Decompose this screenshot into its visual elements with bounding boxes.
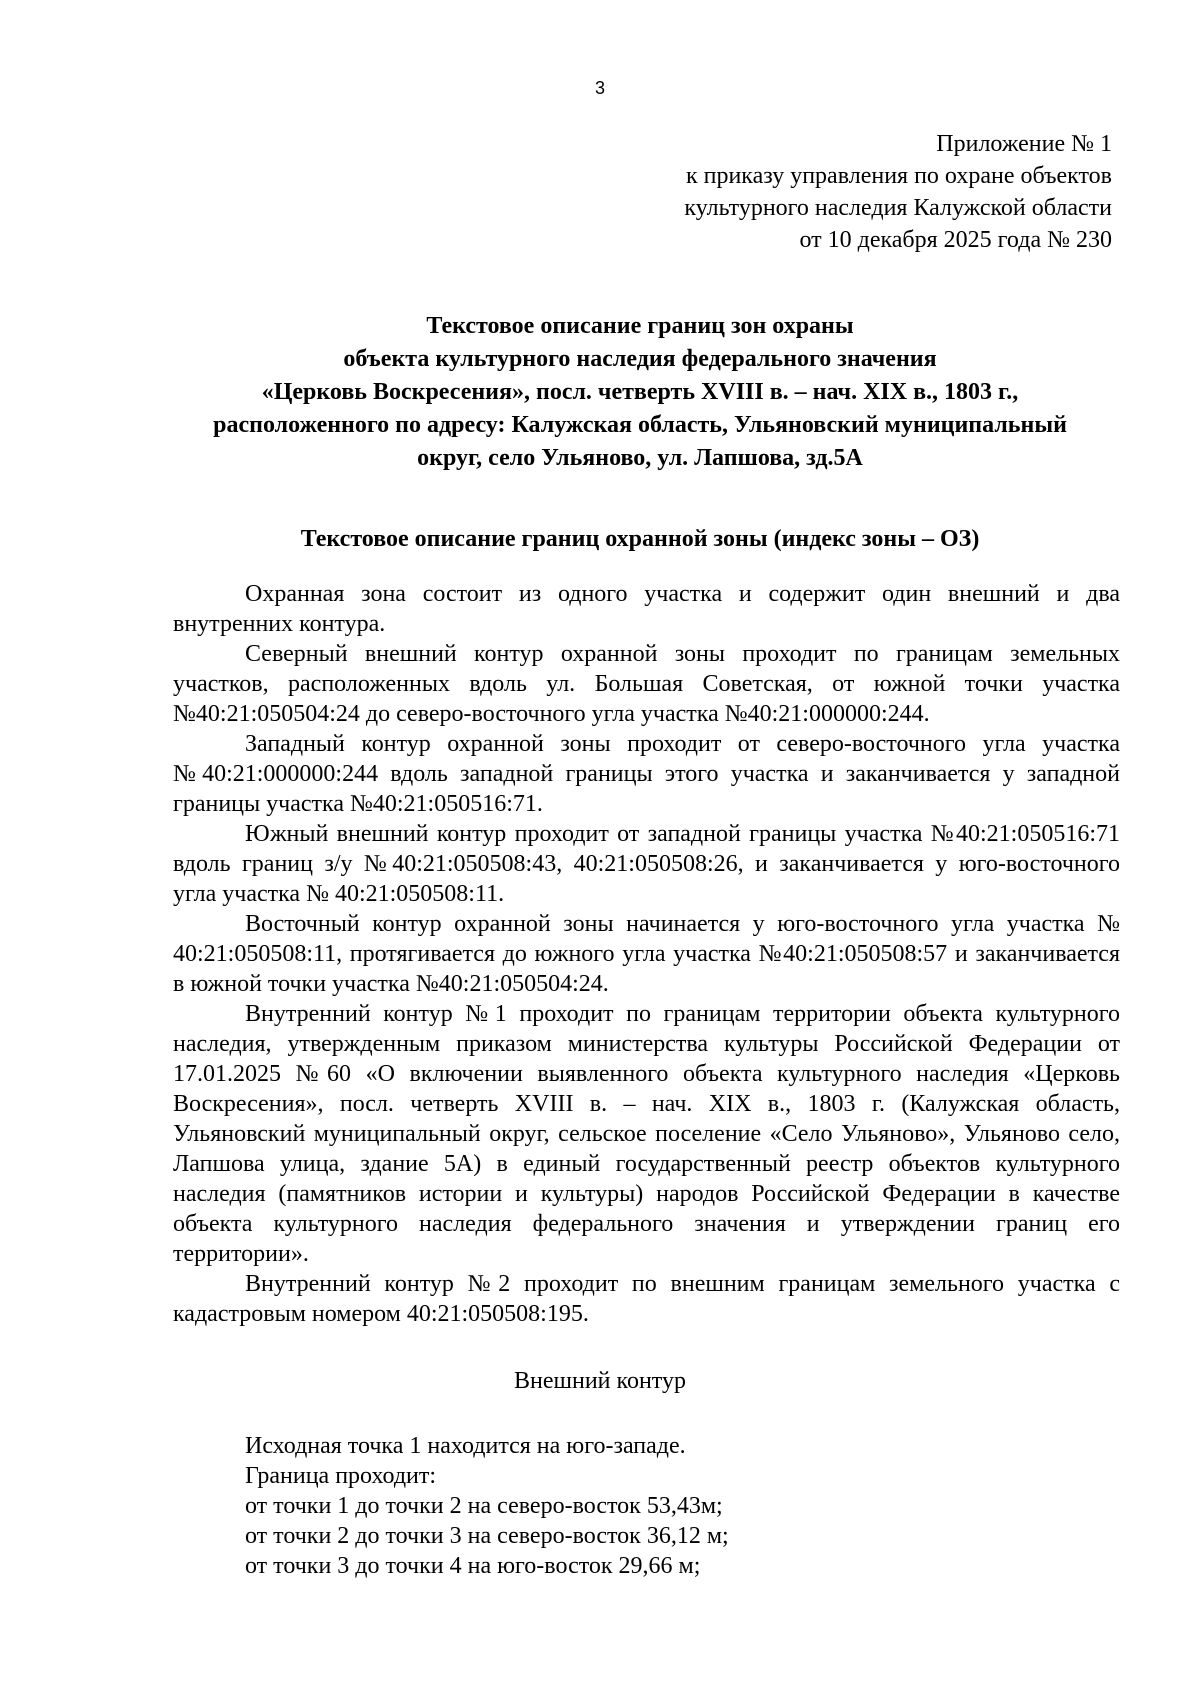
title-line: объекта культурного наследия федерального значения — [343, 346, 937, 372]
body-text — [173, 579, 1120, 1329]
contour-line: Граница проходит: — [245, 1463, 437, 1489]
contour-line: от точки 3 до точки 4 на юго-восток 29,66 м; — [245, 1553, 701, 1579]
title-line: расположенного по адресу: Калужская область, Ульяновский муниципальный — [213, 412, 1067, 438]
appendix-line: Приложение № 1 — [936, 131, 1112, 157]
paragraph: Южный внешний контур проходит от западной границы участка №40:21:050516:71 вдоль границ з/у №40:21:050508:43, 40:21:050508:26, и заканчивается у юго-восточного угла участка № 40:21:050508:11. — [173, 821, 1120, 907]
appendix-block — [684, 128, 1112, 256]
paragraph: Западный контур охранной зоны проходит от северо-восточного угла участка №40:21:000000:244 вдоль западной границы этого участка и заканчивается у западной границы участка №40:21:050516:71. — [173, 731, 1120, 817]
contour-subheading: Внешний контур — [514, 1368, 686, 1394]
title-line: округ, село Ульяново, ул. Лапшова, зд.5А — [417, 445, 863, 471]
paragraph: Северный внешний контур охранной зоны проходит по границам земельных участков, расположенных вдоль ул. Большая Советская, от южной точки участка №40:21:050504:24 до северо-восточного угла участка №40:21:000000:244. — [173, 641, 1120, 727]
paragraph: Внутренний контур №2 проходит по внешним границам земельного участка с кадастровым номером 40:21:050508:195. — [173, 1271, 1120, 1327]
paragraph: Охранная зона состоит из одного участка и содержит один внешний и два внутренних контура. — [173, 581, 1120, 637]
section-heading: Текстовое описание границ охранной зоны (индекс зоны – ОЗ) — [300, 526, 980, 552]
appendix-line: к приказу управления по охране объектов — [685, 163, 1112, 189]
contour-line: от точки 1 до точки 2 на северо-восток 53,43м; — [245, 1493, 723, 1519]
contour-line: от точки 2 до точки 3 на северо-восток 36,12 м; — [245, 1523, 729, 1549]
title-line: «Церковь Воскресения», посл. четверть XVIII в. – нач. XIX в., 1803 г., — [261, 379, 1019, 405]
paragraph: Восточный контур охранной зоны начинается у юго-восточного угла участка № 40:21:050508:11, протягивается до южного угла участка №40:21:050508:57 и заканчивается в южной точки участка №40:21:050504:24. — [173, 911, 1120, 997]
appendix-line: культурного наследия Калужской области — [684, 195, 1112, 221]
title-line: Текстовое описание границ зон охраны — [426, 313, 854, 339]
page-number: 3 — [594, 78, 605, 98]
appendix-line: от 10 декабря 2025 года № 230 — [799, 227, 1112, 253]
contour-description — [245, 1431, 1120, 1581]
document-title — [160, 310, 1120, 475]
contour-line: Исходная точка 1 находится на юго-западе. — [245, 1433, 686, 1459]
paragraph: Внутренний контур №1 проходит по границам территории объекта культурного наследия, утвержденным приказом министерства культуры Российской Федерации от 17.01.2025 №60 «О включении выявленного объекта культурного наследия «Церковь Воскресения», посл. четверть XVIII в. – нач. XIX в., 1803 г. (Калужская область, Ульяновский муниципальный округ, сельское поселение «Село Ульяново», Ульяново село, Лапшова улица, здание 5А) в единый государственный реестр объектов культурного наследия (памятников истории и культуры) народов Российской Федерации в качестве объекта культурного наследия федерального значения и утверждении границ его территории». — [173, 1001, 1120, 1267]
